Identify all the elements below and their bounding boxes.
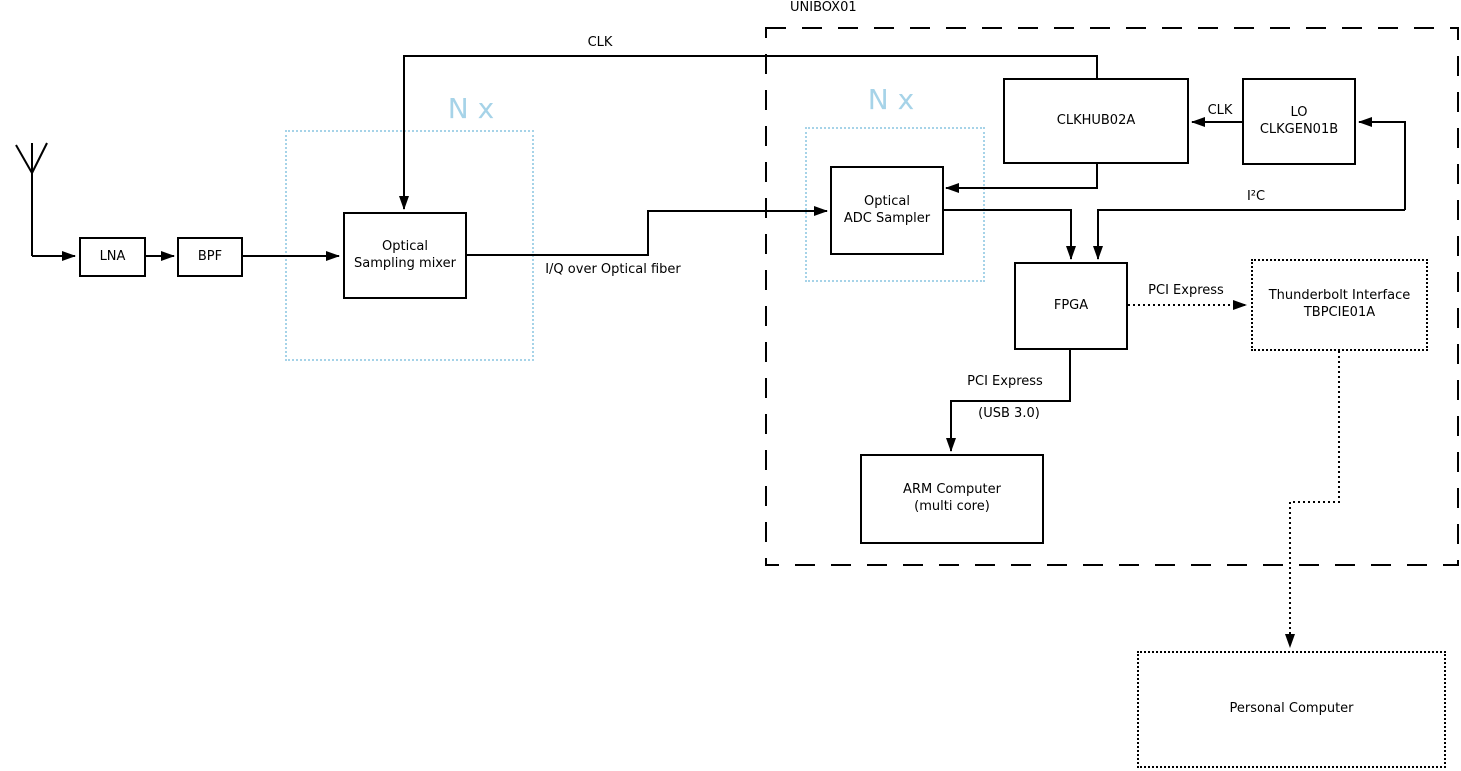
block-mixer-label-line2: Sampling mixer xyxy=(354,255,456,271)
unibox01-title: UNIBOX01 xyxy=(790,0,857,15)
wire-thunderbolt-to-pc xyxy=(1290,351,1339,647)
block-thunderbolt-interface xyxy=(1251,259,1428,351)
block-bpf xyxy=(177,237,243,277)
pcie-arm-label: PCI Express xyxy=(967,374,1043,389)
i2c-label: I²C xyxy=(1246,189,1266,204)
wire-i2c-to-fpga xyxy=(1098,210,1405,259)
block-lo-label-line2: CLKGEN01B xyxy=(1259,121,1339,137)
nx-label-left: N x xyxy=(447,92,495,125)
block-pc-label: Personal Computer xyxy=(1229,701,1354,717)
wire-i2c-to-lo xyxy=(1359,122,1405,210)
block-fpga-label: FPGA xyxy=(1053,297,1089,313)
block-lo-label-line1: LO xyxy=(1290,104,1308,120)
clk-lo-label: CLK xyxy=(1207,103,1233,118)
block-arm-computer xyxy=(860,454,1044,544)
pcie-thunderbolt-label: PCI Express xyxy=(1148,283,1224,298)
block-arm-label-line2: (multi core) xyxy=(914,499,990,514)
block-thunderbolt-label-line2: TBPCIE01A xyxy=(1303,305,1376,320)
wire-iq-mixer-to-adc xyxy=(467,211,827,255)
block-optical-sampling-mixer xyxy=(343,212,467,299)
iq-fiber-label: I/Q over Optical fiber xyxy=(545,262,681,277)
block-lna-label: LNA xyxy=(99,248,126,264)
block-thunderbolt-label-line1: Thunderbolt Interface xyxy=(1268,288,1411,304)
block-bpf-label: BPF xyxy=(197,248,223,264)
wire-clk-hub-to-adc xyxy=(946,164,1097,188)
block-personal-computer xyxy=(1137,651,1446,768)
block-arm-label-line1: ARM Computer xyxy=(903,482,1001,498)
dotted-wires xyxy=(1128,305,1339,647)
block-mixer-label-line1: Optical xyxy=(382,238,428,254)
wire-clk-hub-to-mixer xyxy=(404,56,1097,209)
block-clkhub-label: CLKHUB02A xyxy=(1056,112,1136,128)
block-clkhub02a xyxy=(1003,78,1189,164)
block-adc-label-line1: Optical xyxy=(864,193,910,209)
wire-adc-to-fpga xyxy=(944,210,1071,259)
block-optical-adc-sampler xyxy=(830,166,944,255)
block-fpga xyxy=(1014,262,1128,350)
nx-label-right: N x xyxy=(867,83,915,116)
wire-fpga-to-arm xyxy=(951,350,1070,451)
block-lo-clkgen01b xyxy=(1242,78,1356,165)
usb-label: (USB 3.0) xyxy=(978,406,1040,421)
block-lna xyxy=(79,237,146,277)
antenna-icon xyxy=(16,143,47,256)
clk-top-label: CLK xyxy=(587,35,613,50)
block-adc-label-line2: ADC Sampler xyxy=(843,210,931,226)
